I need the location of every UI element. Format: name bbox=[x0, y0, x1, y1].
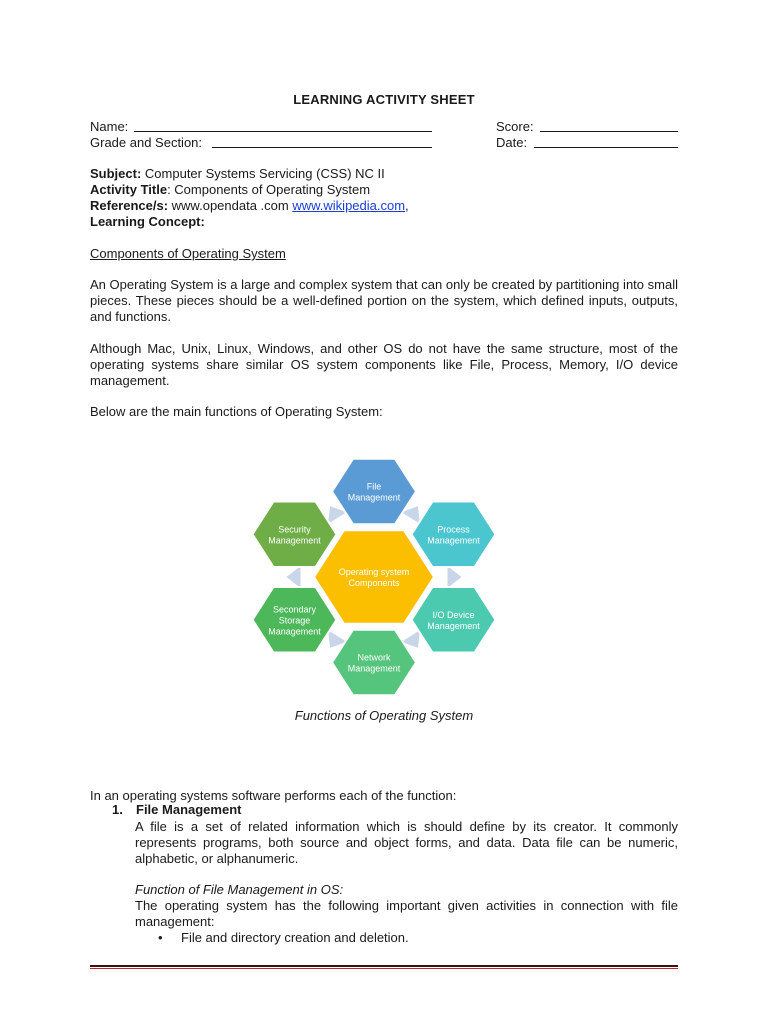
hex-file-management-shape bbox=[332, 459, 416, 524]
bullet-text: File and directory creation and deletion. bbox=[181, 930, 409, 945]
hex-i-o-device-management bbox=[412, 587, 496, 653]
footer-rule-red bbox=[90, 968, 678, 969]
hex-network-management-shape bbox=[332, 630, 416, 695]
subject-label: Subject: bbox=[90, 166, 142, 181]
diagram-connector bbox=[448, 566, 462, 588]
bullet-item bbox=[158, 930, 409, 945]
hex-process-management bbox=[412, 502, 496, 568]
score-label: Score: bbox=[496, 119, 534, 134]
hex-network-management-label: Network bbox=[357, 652, 391, 663]
reference-value: www.opendata .com bbox=[168, 198, 293, 213]
hex-security-management-label: Security bbox=[278, 524, 311, 535]
item-file-management-heading bbox=[112, 802, 241, 817]
hex-process-management-label: Management bbox=[427, 535, 480, 546]
learning-concept-label: Learning Concept: bbox=[90, 214, 205, 229]
hex-network-management-label: Management bbox=[347, 663, 401, 674]
grade-section-field-line[interactable] bbox=[212, 147, 432, 148]
reference-line bbox=[90, 198, 409, 214]
paragraph-intro: An Operating System is a large and complex system that can only be created by partitioning into small pieces. These pieces should be a well-defined portion on the system, which defined inputs, outputs, and functions. bbox=[90, 277, 678, 324]
hex-security-management-label: Management bbox=[268, 535, 321, 546]
hex-secondary-storage-management-label: Storage bbox=[278, 615, 311, 626]
hex-process-management-shape bbox=[412, 502, 496, 568]
reference-trailer: , bbox=[405, 198, 409, 213]
subject-value: Computer Systems Servicing (CSS) NC II bbox=[141, 166, 385, 181]
reference-label: Reference/s: bbox=[90, 198, 169, 213]
item-number: 1. bbox=[112, 802, 123, 817]
hex-process-management-label: Process bbox=[437, 524, 470, 535]
item-title: File Management bbox=[136, 802, 242, 817]
hex-secondary-storage-management bbox=[253, 587, 337, 653]
hex-center-components-label: Operating system bbox=[338, 567, 410, 577]
name-field-line[interactable] bbox=[134, 131, 432, 132]
hex-secondary-storage-management-label: Secondary bbox=[272, 604, 317, 615]
bullet-glyph: • bbox=[158, 930, 163, 945]
hex-file-management bbox=[332, 459, 416, 524]
activity-title-line bbox=[90, 182, 370, 198]
grade-section-label: Grade and Section: bbox=[90, 135, 203, 150]
hex-file-management-label: File bbox=[366, 481, 382, 492]
activity-title-value: : Components of Operating System bbox=[167, 182, 371, 197]
name-label: Name: bbox=[90, 119, 129, 134]
hex-file-management-label: Management bbox=[347, 492, 401, 503]
score-field-line[interactable] bbox=[540, 131, 678, 132]
paragraph-functions-lead: Below are the main functions of Operating System: bbox=[90, 404, 383, 419]
file-management-activities-intro: The operating system has the following important given activities in connection with file management: bbox=[135, 898, 678, 929]
subject-line bbox=[90, 166, 385, 182]
paragraph-structure: Although Mac, Unix, Linux, Windows, and other OS do not have the same structure, most of the operating systems share similar OS system components like File, Process, Memory, I/O device management. bbox=[90, 341, 678, 388]
hex-center-components-shape bbox=[314, 530, 434, 624]
learning-concept-line bbox=[90, 214, 205, 230]
section-heading: Components of Operating System bbox=[90, 246, 286, 261]
hex-i-o-device-management-shape bbox=[412, 587, 496, 653]
file-management-description: A file is a set of related information which is should define by its creator. It commonly represents programs, both source and object forms, and data. Data file can be numeric, alphabetic, or alphanumeric. bbox=[135, 819, 678, 866]
date-field-line[interactable] bbox=[534, 147, 678, 148]
footer-rule-dark bbox=[90, 965, 678, 967]
hex-network-management bbox=[332, 630, 416, 695]
hex-secondary-storage-management-label: Management bbox=[268, 626, 321, 637]
paragraph-software-functions: In an operating systems software performs each of the function: bbox=[90, 788, 457, 803]
hex-security-management bbox=[253, 502, 337, 568]
file-management-subheading: Function of File Management in OS: bbox=[135, 882, 344, 897]
hex-security-management-shape bbox=[253, 502, 337, 568]
diagram-connector bbox=[286, 566, 300, 588]
os-components-diagram bbox=[230, 440, 520, 705]
sheet-title: LEARNING ACTIVITY SHEET bbox=[293, 92, 475, 107]
hex-center-components-label: Components bbox=[348, 578, 400, 588]
diagram-caption: Functions of Operating System bbox=[294, 708, 474, 723]
hex-i-o-device-management-label: I/O Device bbox=[432, 609, 475, 620]
hex-center-components bbox=[314, 530, 434, 624]
hex-i-o-device-management-label: Management bbox=[427, 620, 480, 631]
reference-link[interactable]: www.wikipedia.com bbox=[292, 198, 406, 213]
date-label: Date: bbox=[496, 135, 528, 150]
activity-title-label: Activity Title bbox=[90, 182, 168, 197]
